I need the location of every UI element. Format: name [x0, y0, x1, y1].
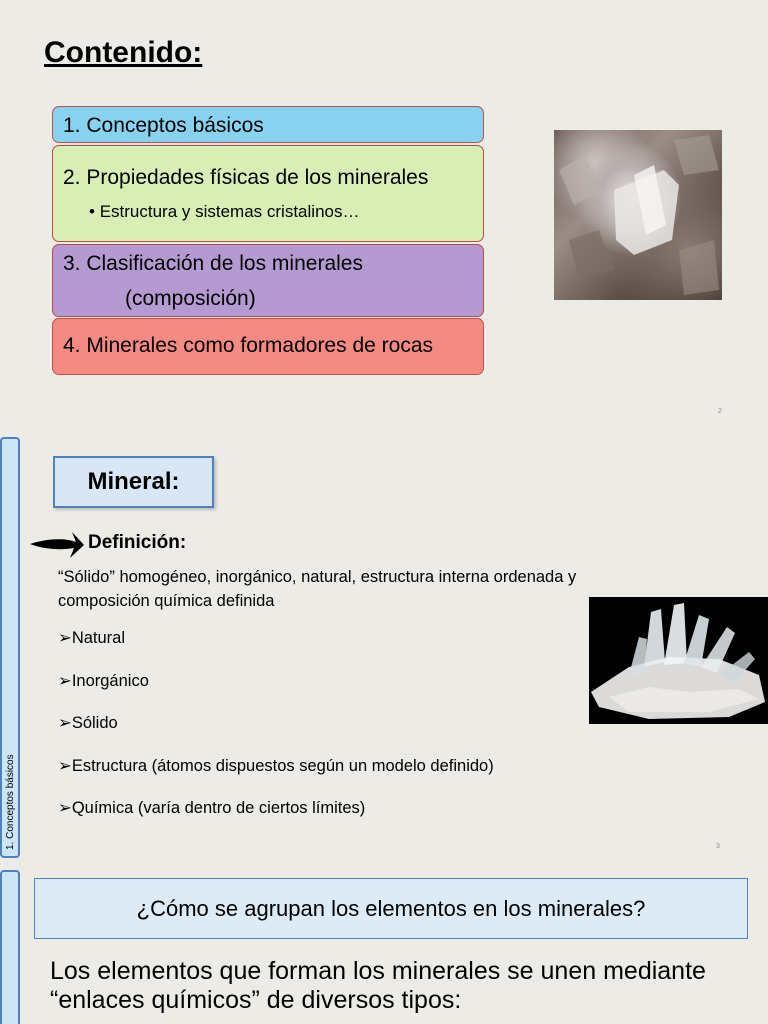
bullet-item: ➢Sólido — [58, 714, 118, 732]
slide3-body-text: Los elementos que forman los minerales se unen mediante “enlaces químicos” de diversos tipos: — [50, 957, 706, 1014]
contents-item-2-label: 2. Propiedades físicas de los minerales — [63, 166, 429, 189]
slide2-page-number: 3 — [716, 843, 720, 850]
mineral-heading: Mineral: — [53, 456, 214, 508]
bullet-item: ➢Natural — [58, 629, 126, 647]
slide1-page-number: 2 — [718, 408, 722, 415]
side-section-tab-2 — [0, 870, 20, 1024]
crystal-photo-1 — [554, 130, 722, 300]
side-section-tab — [0, 437, 20, 858]
crystal-photo-1-art — [554, 130, 722, 300]
contents-item-1 — [52, 106, 484, 143]
crystal-photo-2-art — [589, 597, 768, 724]
contents-item-4-label: 4. Minerales como formadores de rocas — [63, 334, 433, 357]
definition-title: Definición: — [88, 532, 187, 553]
contents-item-3-label: 3. Clasificación de los minerales — [63, 252, 363, 275]
crystal-photo-2 — [589, 597, 768, 724]
bullet-item: ➢Inorgánico — [58, 672, 149, 690]
bullet-item-text: Inorgánico — [71, 672, 149, 690]
contents-item-3-continuation: (composición) — [125, 287, 256, 310]
question-box: ¿Cómo se agrupan los elementos en los minerales? — [34, 878, 748, 939]
bullet-item-text: Natural — [71, 629, 126, 647]
slide1-title: Contenido: — [44, 36, 203, 69]
bullet-item-text: Estructura (átomos dispuestos según un modelo definido) — [71, 757, 494, 775]
contents-item-2-subitem: • Estructura y sistemas cristalinos… — [89, 202, 360, 221]
definition-text: “Sólido” homogéneo, inorgánico, natural, estructura interna ordenada y composición química definida — [58, 568, 577, 610]
bullet-item-text: Química (varía dentro de ciertos límites) — [71, 799, 366, 817]
contents-item-2 — [52, 145, 484, 242]
contents-item-1-label: 1. Conceptos básicos — [63, 114, 264, 137]
bullet-item: ➢Química (varía dentro de ciertos límites) — [58, 799, 366, 817]
bullet-item-text: Sólido — [71, 714, 118, 732]
side-section-label: 1. Conceptos básicos — [5, 754, 16, 850]
bullet-item: ➢Estructura (átomos dispuestos según un modelo definido) — [58, 757, 494, 775]
contents-item-3 — [52, 244, 484, 317]
contents-item-2-subitem-text: Estructura y sistemas cristalinos… — [99, 202, 360, 221]
arrow-icon — [28, 530, 86, 560]
contents-item-4 — [52, 318, 484, 375]
